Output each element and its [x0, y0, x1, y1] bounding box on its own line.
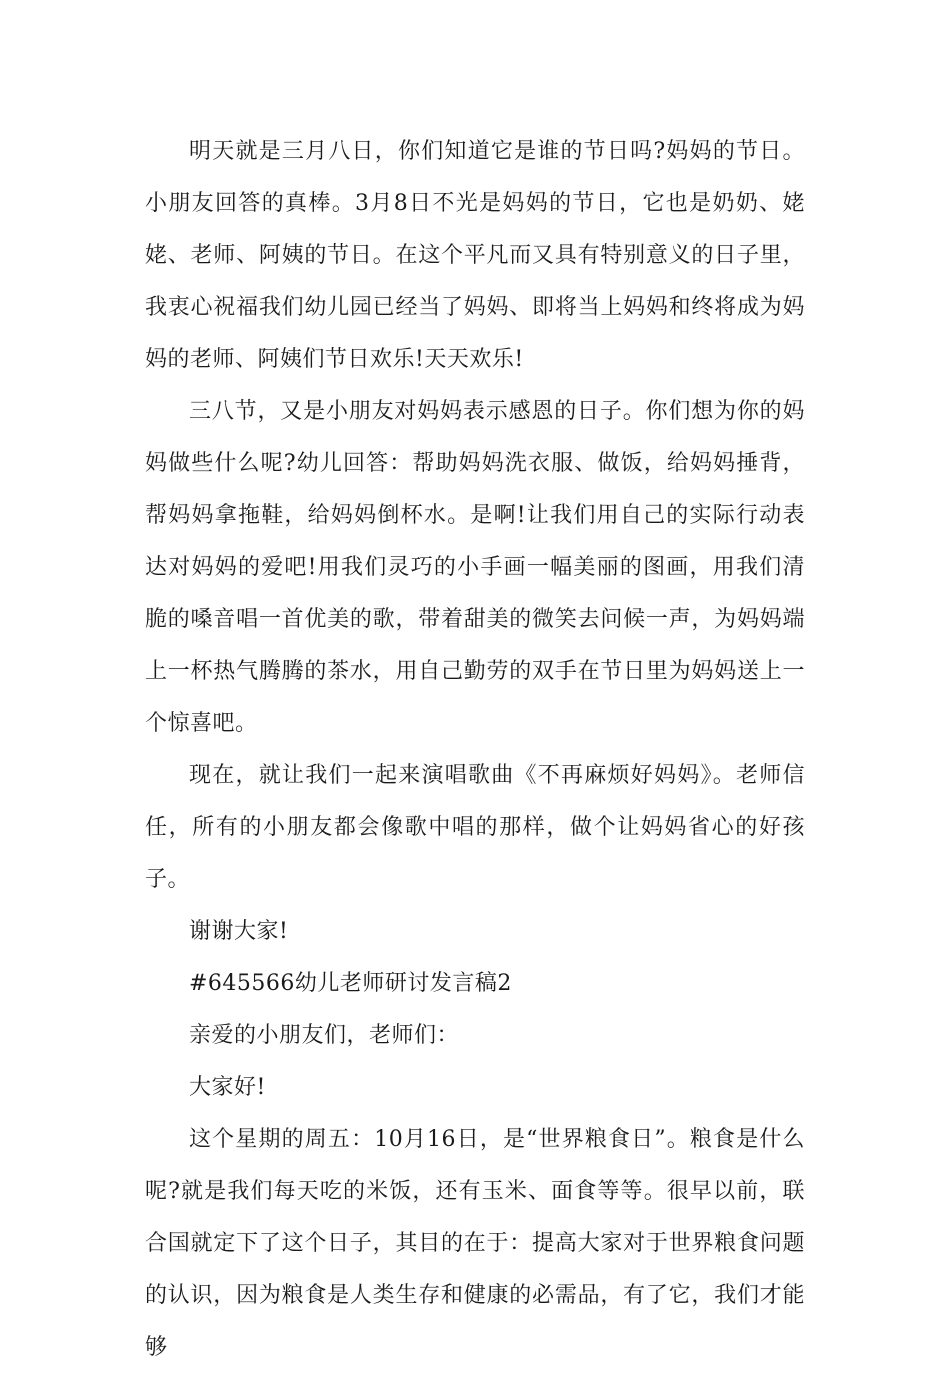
paragraph-song-invitation: 现在，就让我们一起来演唱歌曲《不再麻烦好妈妈》。老师信任，所有的小朋友都会像歌中唱的那样，做个让妈妈省心的好孩子。	[145, 763, 805, 892]
paragraph-womens-day-greeting: 明天就是三月八日，你们知道它是谁的节日吗?妈妈的节日。小朋友回答的真棒。3月8日不光是妈妈的节日，它也是奶奶、姥姥、老师、阿姨的节日。在这个平凡而又具有特别意义的日子里，我衷心祝福我们幼儿园已经当了妈妈、即将当上妈妈和终将成为妈妈的老师、阿姨们节日欢乐!天天欢乐!	[145, 139, 805, 372]
paragraph-thank-you: 谢谢大家!	[189, 919, 289, 944]
paragraph-thanks-to-mothers: 三八节，又是小朋友对妈妈表示感恩的日子。你们想为你的妈妈做些什么呢?幼儿回答：帮助妈妈洗衣服、做饭，给妈妈捶背，帮妈妈拿拖鞋，给妈妈倒杯水。是啊!让我们用自己的实际行动表达对妈妈的爱吧!用我们灵巧的小手画一幅美丽的图画，用我们清脆的嗓音唱一首优美的歌，带着甜美的微笑去问候一声，为妈妈端上一杯热气腾腾的茶水，用自己勤劳的双手在节日里为妈妈送上一个惊喜吧。	[145, 399, 805, 736]
paragraph-greeting: 大家好!	[189, 1075, 266, 1100]
paragraph-salutation: 亲爱的小朋友们，老师们：	[189, 1023, 460, 1048]
paragraph-world-food-day: 这个星期的周五：10月16日，是“世界粮食日”。粮食是什么呢?就是我们每天吃的米饭，还有玉米、面食等等。很早以前，联合国就定下了这个日子，其目的在于：提高大家对于世界粮食问题的认识，因为粮食是人类生存和健康的必需品，有了它，我们才能够	[145, 1127, 805, 1360]
section-heading-speech-2: #645566幼儿老师研讨发言稿2	[189, 971, 512, 996]
document-body	[145, 126, 805, 1374]
